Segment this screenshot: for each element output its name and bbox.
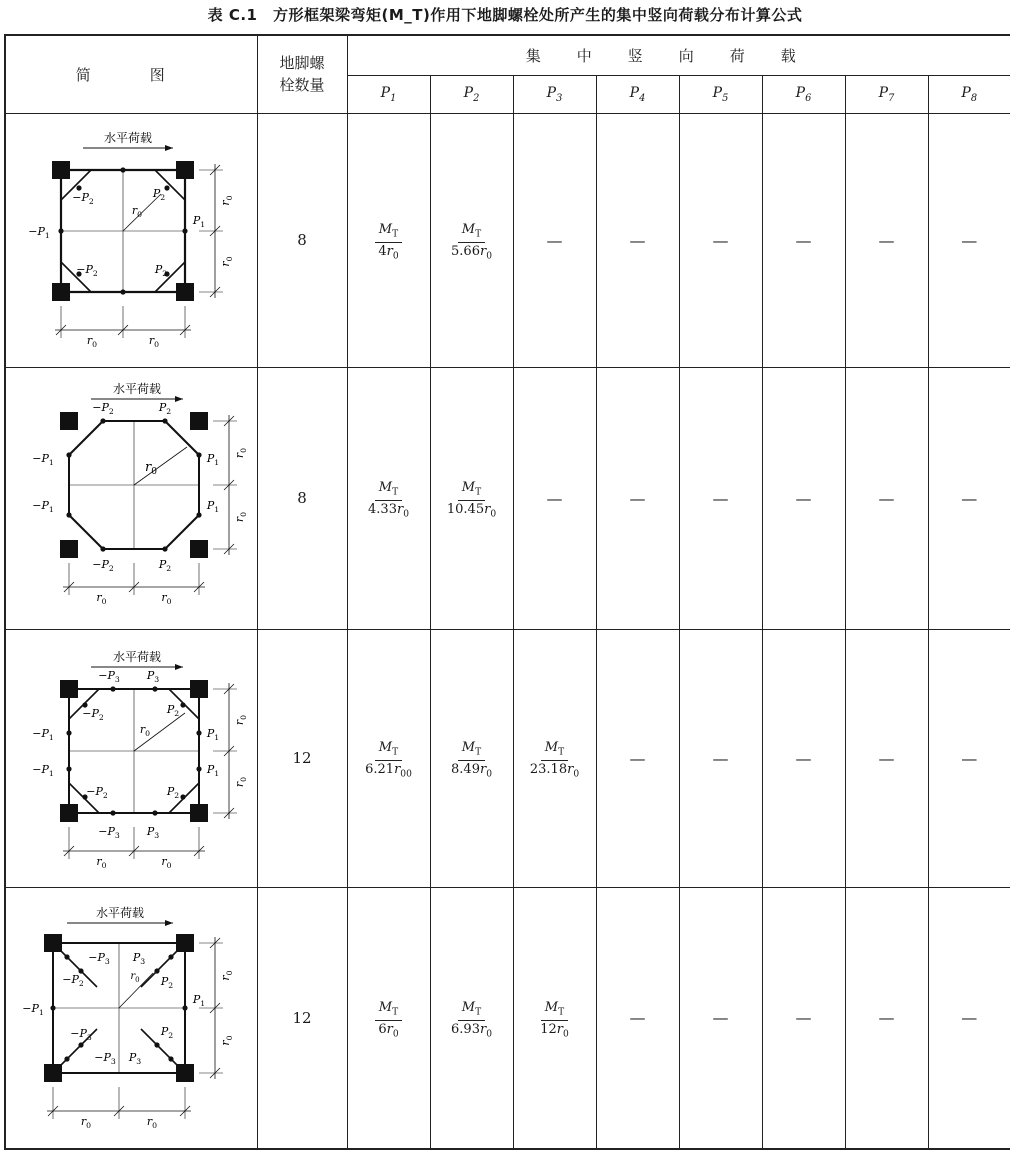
formula-cell	[430, 367, 513, 629]
bolt-dot	[121, 167, 126, 172]
diagram-8-bolts-b	[5, 367, 257, 629]
empty-cell	[596, 887, 679, 1149]
label-P2: $P_2$	[159, 558, 172, 573]
empty-cell	[762, 887, 845, 1149]
label-nP2: $-P_2$	[92, 401, 115, 416]
empty-cell	[679, 629, 762, 887]
arrow-icon	[165, 920, 173, 926]
bolt-dot	[79, 1042, 84, 1047]
dash: —	[712, 748, 729, 768]
empty-cell	[596, 113, 679, 367]
dash: —	[629, 1008, 646, 1028]
bolt-dot	[111, 686, 116, 691]
label-nP2: $-P_2$	[72, 191, 95, 206]
label-P2: $P_2$	[153, 187, 166, 202]
bolt-dot	[165, 185, 170, 190]
header-p1: $P_1$	[347, 75, 430, 113]
dash: —	[795, 488, 812, 508]
fraction: $\frac{M_T}{6r_0}$	[374, 1001, 402, 1040]
header-p3: $P_3$	[513, 75, 596, 113]
diagram-12-bolts-b	[5, 887, 257, 1149]
fraction: $\frac{M_T}{23.18r_0}$	[529, 739, 580, 780]
label-P2: $P_2$	[155, 263, 168, 278]
horizontal-load-label: 水平荷载	[113, 382, 162, 396]
label-r0: $r_0$	[233, 447, 249, 459]
bolt-dot	[169, 1056, 174, 1061]
bolt-dot	[67, 512, 72, 517]
label-nP1: $-P_1$	[22, 1001, 45, 1017]
label-r0: $r_0$	[140, 723, 151, 738]
dash: —	[629, 230, 646, 250]
bolt-dot	[65, 954, 70, 959]
label-r0: $r_0$	[87, 334, 98, 349]
label-nP2: $-P_2$	[92, 558, 115, 573]
empty-cell	[928, 367, 1010, 629]
bolt-dot	[79, 968, 84, 973]
dash: —	[878, 488, 895, 508]
label-nP2: $-P_2$	[62, 972, 85, 988]
label-nP3: $-P_3$	[88, 950, 111, 966]
corner-column	[44, 1064, 62, 1082]
bolt-dot	[153, 810, 158, 815]
dash: —	[878, 230, 895, 250]
arrow-icon	[175, 396, 183, 402]
empty-cell	[513, 113, 596, 367]
horizontal-load-label: 水平荷载	[113, 650, 162, 664]
label-P1: $P_1$	[207, 763, 220, 778]
dash: —	[961, 230, 978, 250]
dash: —	[795, 1008, 812, 1028]
table-row: 水平荷载 $-P_3$ $P_3$ $-P_3$ $P_3$ $-P_2$ $P_2$ $-P_2$ $P_2$ $-P_1$ $-P_1$ $P_1$ $P_1$ $r_0$ $r_0$ $r_0$ $r_0$ $r_0$ 12 $\frac{M_T}{6.21r_{00}}$ $\frac{M_T}{8.49r_0}$ $\frac{M_T}{23.18r_0}$ — — — — —	[5, 629, 1010, 887]
bolt-dot	[67, 766, 72, 771]
empty-cell	[762, 367, 845, 629]
bolt-dot	[101, 418, 106, 423]
label-P2: $P_2$	[167, 785, 180, 800]
empty-cell	[679, 367, 762, 629]
bolt-dot	[183, 228, 188, 233]
empty-cell	[596, 629, 679, 887]
dash: —	[712, 1008, 729, 1028]
diagram-12-bolts-a	[5, 629, 257, 887]
label-P3: $P_3$	[147, 825, 160, 840]
header-p4: $P_4$	[596, 75, 679, 113]
label-r0: $r_0$	[132, 204, 143, 219]
label-r0: $r_0$	[233, 511, 249, 523]
empty-cell	[679, 113, 762, 367]
empty-cell	[596, 367, 679, 629]
empty-cell	[845, 629, 928, 887]
bolt-dot	[65, 1056, 70, 1061]
label-r0: $r_0$	[219, 970, 235, 981]
empty-cell	[845, 367, 928, 629]
label-P2: $P_2$	[161, 974, 174, 990]
fraction: $\frac{M_T}{4.33r_0}$	[368, 479, 409, 520]
label-nP2: $-P_2$	[82, 707, 105, 722]
label-nP1: $-P_1$	[32, 452, 55, 467]
dash: —	[878, 748, 895, 768]
diagram-8-bolts-a	[5, 113, 257, 367]
header-diagram: 简 图	[5, 35, 257, 113]
label-nP3: $-P_3$	[98, 825, 121, 840]
label-nP1: $-P_1$	[32, 763, 55, 778]
table-title: 表 C.1 方形框架梁弯矩(M_T)作用下地脚螺栓处所产生的集中竖向荷载分布计算公式	[207, 6, 803, 24]
empty-cell	[845, 113, 928, 367]
dash: —	[795, 748, 812, 768]
label-nP3: $-P_3$	[94, 1050, 117, 1066]
corner-column	[176, 161, 194, 179]
label-r0: $r_0$	[96, 591, 107, 606]
bolt-dot	[155, 1042, 160, 1047]
bolt-dot	[59, 228, 64, 233]
label-r0: $r_0$	[149, 334, 160, 349]
corner-column	[190, 540, 208, 558]
horizontal-load-label: 水平荷载	[96, 905, 145, 920]
bolt-dot	[153, 686, 158, 691]
label-r0: $r_0$	[96, 855, 107, 870]
corner-column	[190, 804, 208, 822]
bolt-dot	[121, 289, 126, 294]
dash: —	[961, 748, 978, 768]
formula-cell	[430, 113, 513, 367]
empty-cell	[845, 887, 928, 1149]
bolt-dot	[183, 1005, 188, 1010]
horizontal-load-label: 水平荷载	[104, 131, 153, 145]
dash: —	[961, 1008, 978, 1028]
corner-column	[52, 283, 70, 301]
label-P2: $P_2$	[159, 401, 172, 416]
corner-column	[60, 540, 78, 558]
label-r0: $r_0$	[161, 591, 172, 606]
bolt-dot	[181, 702, 186, 707]
header-p5: $P_5$	[679, 75, 762, 113]
label-r0: $r_0$	[130, 970, 140, 984]
fraction: $\frac{M_T}{6.93r_0}$	[451, 999, 492, 1040]
corner-column	[190, 680, 208, 698]
bolt-dot	[163, 418, 168, 423]
label-r0: $r_0$	[81, 1114, 92, 1130]
formula-cell	[347, 113, 430, 367]
corner-column	[60, 412, 78, 430]
bolt-dot	[111, 810, 116, 815]
dash: —	[961, 488, 978, 508]
label-P2: $P_2$	[167, 703, 180, 718]
dash: —	[712, 488, 729, 508]
corner-column	[176, 283, 194, 301]
label-nP2: $-P_2$	[76, 263, 99, 278]
label-r0: $r_0$	[219, 256, 235, 267]
label-nP3: $-P_3$	[98, 669, 121, 684]
empty-cell	[762, 629, 845, 887]
header-p6: $P_6$	[762, 75, 845, 113]
corner-column	[60, 680, 78, 698]
dash: —	[546, 230, 563, 250]
arrow-icon	[165, 145, 173, 151]
bolt-dot	[77, 185, 82, 190]
dash: —	[878, 1008, 895, 1028]
bolt-dot	[67, 730, 72, 735]
label-r0: $r_0$	[233, 714, 249, 726]
bolt-dot	[67, 452, 72, 457]
empty-cell	[928, 887, 1010, 1149]
label-P2: $P_2$	[161, 1024, 174, 1040]
fraction: $\frac{M_T}{4r_0}$	[374, 223, 402, 262]
label-r0: $r_0$	[233, 776, 249, 788]
dash: —	[712, 230, 729, 250]
dash: —	[629, 748, 646, 768]
formula-cell	[430, 629, 513, 887]
label-r0: $r_0$	[219, 1035, 235, 1046]
label-P1: $P_1$	[193, 214, 206, 229]
fraction: $\frac{M_T}{12r_0}$	[540, 999, 569, 1040]
label-nP2: $-P_2$	[86, 785, 109, 800]
empty-cell	[513, 367, 596, 629]
label-r0: $r_0$	[147, 1114, 158, 1130]
formula-cell	[347, 887, 430, 1149]
load-formula-table	[4, 34, 1010, 1150]
label-P1: $P_1$	[207, 499, 220, 514]
label-nP1: $-P_1$	[32, 499, 55, 514]
corner-column	[52, 161, 70, 179]
formula-cell	[347, 629, 430, 887]
label-nP3: $-P_3$	[70, 1026, 93, 1042]
header-bolt-count: 地脚螺 栓数量	[257, 35, 347, 113]
dash: —	[629, 488, 646, 508]
dash: —	[546, 488, 563, 508]
label-P1: $P_1$	[207, 727, 220, 742]
table-row: 水平荷载 $-P_2$ $P_2$ $-P_2$ $P_2$ $-P_1$ $-P_1$ $P_1$ $P_1$ $r_0$ $r_0$ $r_0$ $r_0$ $r_0$ 8 $\frac{M_T}{4.33r_0}$ $\frac{M_T}{10.45r_0}$ — — — — — —	[5, 367, 1010, 629]
formula-cell	[513, 629, 596, 887]
bolt-dot	[197, 452, 202, 457]
empty-cell	[679, 887, 762, 1149]
empty-cell	[928, 113, 1010, 367]
bolt-dot	[181, 794, 186, 799]
corner-column	[176, 1064, 194, 1082]
label-P3: $P_3$	[147, 669, 160, 684]
label-r0: $r_0$	[145, 460, 158, 477]
label-r0: $r_0$	[219, 195, 235, 206]
bolt-dot	[197, 766, 202, 771]
fraction: $\frac{M_T}{5.66r_0}$	[451, 221, 492, 262]
formula-cell	[347, 367, 430, 629]
label-P1: $P_1$	[207, 452, 220, 467]
table-row: 水平荷载 $-P_3$ $P_3$ $-P_2$ $P_2$ $-P_3$ $P_2$ $-P_3$ $P_3$ $-P_1$ $P_1$ $r_0$ $r_0$ $r_0$ $r_0$ $r_0$ 12 $\frac{M_T}{6r_0}$ $\frac{M_T}{6.93r_0}$ $\frac{M_T}{12r_0}$ — — — — —	[5, 887, 1010, 1149]
label-P3: $P_3$	[129, 1050, 142, 1066]
label-r0: $r_0$	[161, 855, 172, 870]
fraction: $\frac{M_T}{10.45r_0}$	[446, 479, 497, 520]
arrow-icon	[175, 664, 183, 670]
label-P3: $P_3$	[133, 950, 146, 966]
fraction: $\frac{M_T}{6.21r_{00}}$	[365, 739, 412, 780]
fraction: $\frac{M_T}{8.49r_0}$	[451, 739, 492, 780]
empty-cell	[928, 629, 1010, 887]
bolt-dot	[155, 968, 160, 973]
label-nP1: $-P_1$	[32, 727, 55, 742]
bolt-dot	[197, 730, 202, 735]
label-nP1: $-P_1$	[28, 225, 51, 240]
formula-cell	[430, 887, 513, 1149]
bolt-dot	[101, 546, 106, 551]
header-p7: $P_7$	[845, 75, 928, 113]
header-loads: 集中竖向荷载	[347, 35, 1010, 75]
table-row: 水平荷载 $-P_2$ $P_2$ $-P_2$ $P_2$ $-P_1$ $P_1$ $r_0$ $r_0$ $r_0$ $r_0$ $r_0$ 8 $\frac{M_T}{4r_0}$ $\frac{M_T}{5.66r_0}$ — — — — — —	[5, 113, 1010, 367]
empty-cell	[762, 113, 845, 367]
bolt-dot	[163, 546, 168, 551]
bolt-dot	[51, 1005, 56, 1010]
corner-column	[190, 412, 208, 430]
corner-column	[60, 804, 78, 822]
formula-cell	[513, 887, 596, 1149]
corner-column	[44, 934, 62, 952]
dash: —	[795, 230, 812, 250]
header-p2: $P_2$	[430, 75, 513, 113]
bolt-dot	[197, 512, 202, 517]
corner-column	[176, 934, 194, 952]
label-P1: $P_1$	[193, 992, 206, 1008]
header-p8: $P_8$	[928, 75, 1010, 113]
bolt-dot	[169, 954, 174, 959]
